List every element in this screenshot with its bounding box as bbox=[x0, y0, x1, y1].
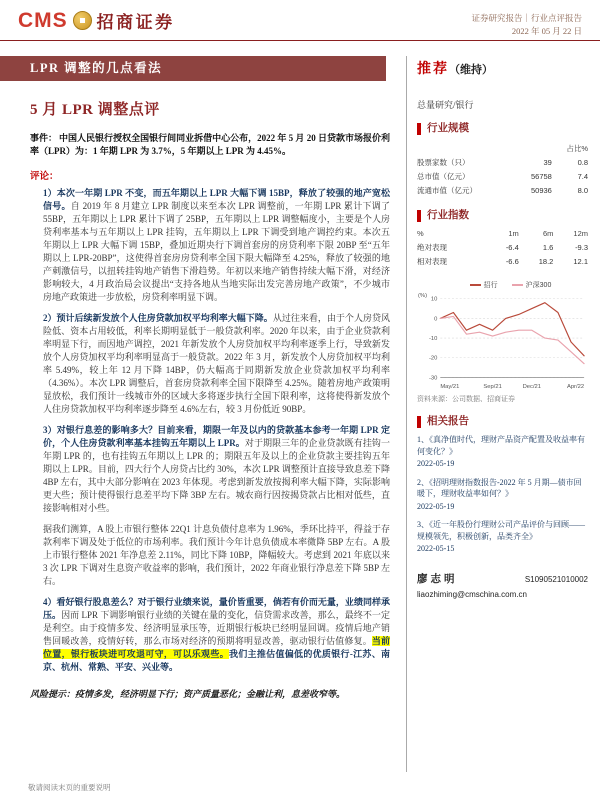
legend-item: 沪深300 bbox=[512, 280, 552, 290]
svg-text:(%): (%) bbox=[417, 293, 428, 300]
comment-points bbox=[30, 187, 390, 674]
table-cell: 12.1 bbox=[573, 256, 588, 266]
comment-point bbox=[43, 596, 390, 674]
comment-run: 据我们测算，A 股上市银行整体 22Q1 计息负债付息率为 1.96%，季环比持平，得益于存款利率下调及处于低位的市场利率。我们预计今年计息负债成本率微降 5BP 左右。A 股上市银行整体 2021 年净息差 2.11%，同比下降 10BP，降幅较大。考虑到 2021 年底以来 3 次 LPR 下调对生息资产收益率的影响，我们预计，2022 年商业银行净息差下降 5BP 左右。 bbox=[43, 524, 390, 586]
comment-run: 因而 LPR 下调影响银行业绩的关键在量的变化，信贷需求改善，那么，最终不一定是利空。由于疫情多发、经济明显承压等，近期银行板块已经明显回调。疫情后地产销售回暖改善，疫情好转，那么市场对经济的预期将明显改善，驱动银行估值修复。 bbox=[43, 610, 390, 646]
svg-text:Apr/22: Apr/22 bbox=[566, 384, 585, 391]
comment-run: 我们主推估值偏低的优质银行-江苏、南京、杭州、常熟、平安、兴业等。 bbox=[43, 649, 390, 672]
table-cell: -6.4 bbox=[505, 242, 519, 252]
risk-note: 风险提示：疫情多发，经济明显下行；资产质量恶化；金融让利，息差收窄等。 bbox=[30, 689, 346, 699]
cms-logo bbox=[18, 8, 175, 33]
rating-suffix: （维持） bbox=[449, 64, 493, 76]
header-divider bbox=[0, 40, 600, 41]
chart-source: 资料来源：公司数据、招商证券 bbox=[417, 395, 515, 404]
industry-index-table bbox=[417, 228, 588, 269]
industry-scale-table bbox=[417, 141, 588, 198]
table-header-cell: 1m bbox=[508, 229, 519, 239]
content-columns bbox=[0, 56, 600, 772]
table-header-row bbox=[417, 228, 588, 240]
comment-run: 当前位置，银行板块进可攻退可守，可以乐观些。 bbox=[43, 636, 390, 659]
comment-point bbox=[43, 187, 390, 304]
event-paragraph bbox=[30, 132, 390, 158]
analyst-name: 廖志明 bbox=[417, 573, 458, 585]
svg-text:Sep/21: Sep/21 bbox=[483, 384, 502, 391]
table-cell: 1.6 bbox=[542, 242, 554, 252]
legend-swatch bbox=[512, 284, 523, 286]
analyst-block bbox=[417, 571, 588, 599]
table-row bbox=[417, 169, 588, 183]
svg-text:0: 0 bbox=[434, 316, 438, 323]
related-report bbox=[417, 477, 588, 513]
table-cell: 39 bbox=[543, 157, 552, 167]
table-cell: 0.8 bbox=[577, 157, 588, 167]
performance-chart-svg bbox=[417, 290, 588, 391]
analyst-row bbox=[417, 571, 588, 586]
comment-point bbox=[43, 312, 390, 416]
header-meta bbox=[471, 8, 582, 37]
table-cell: 7.4 bbox=[577, 171, 588, 181]
report-type: 证券研究报告｜行业点评报告 bbox=[471, 13, 582, 23]
table-cell: 相对表现 bbox=[417, 256, 447, 266]
cms-logo-cn: 招商证券 bbox=[96, 13, 175, 32]
rating-text: 推荐 bbox=[417, 62, 449, 77]
report-date: 2022 年 05 月 22 日 bbox=[511, 25, 582, 36]
table-row bbox=[417, 184, 588, 198]
comment-run: 从过往来看，由于个人房贷风险低、资本占用较低，利率长期明显低于一般贷款利率。2020 年以来，由于企业贷款利率明显下行，而因地产调控，2021 年新发放个人房贷加权平均利率逐季上行，导致新发放个人房贷加权平均利率明显高于一般贷款。2022 年 3 月，新发放个人房贷加权平均利率 5.49%，较上年 12 月下降 14BP，仍大幅高于同期新发放企业贷款加权平均利率（4.36%）。本次 LPR 调整后，首套房贷款利率全国下限降至 4.25%。随着房地产政策明显放松，我们预计一线城市外的区域大多将逐步执行全国下限利率，这将使得新发放个人住房贷款加权平均利率逐步降至 4.6%左右，较 3 月份低近 90BP。 bbox=[43, 313, 390, 414]
legend-item: 招行 bbox=[470, 280, 498, 290]
banner-title-text: LPR 调整的几点看法 bbox=[30, 61, 163, 75]
table-cell: 8.0 bbox=[577, 186, 588, 196]
banner-title bbox=[0, 56, 386, 81]
table-cell: 56758 bbox=[530, 171, 552, 181]
chart-legend bbox=[433, 280, 588, 290]
related-reports-title: 相关报告 bbox=[417, 416, 588, 428]
sidebar bbox=[406, 56, 600, 772]
comment-run: 3）对银行息差的影响多大？目前来看，期限一年及以内的贷款基本参考一年期 LPR 定价，个人住房贷款利率基本挂钩五年期以上 LPR。 bbox=[43, 425, 390, 448]
table-header-cell bbox=[417, 141, 517, 155]
table-header-row bbox=[417, 141, 588, 155]
table-header-cell: 占比% bbox=[566, 143, 588, 153]
table-header-cell: % bbox=[417, 229, 424, 239]
legend-swatch bbox=[470, 284, 481, 286]
table-row bbox=[417, 155, 588, 169]
table-header-cell: 6m bbox=[542, 229, 554, 239]
table-row bbox=[417, 240, 588, 254]
related-report-date: 2022-05-19 bbox=[417, 501, 455, 511]
table-cell: -9.3 bbox=[575, 242, 588, 252]
comment-run: 1）本次一年期 LPR 不变，而五年期以上 LPR 大幅下调 15BP，释放了较强的地产宽松信号。 bbox=[43, 188, 390, 211]
related-report-date: 2022-05-19 bbox=[417, 459, 455, 469]
comment-run: 自 2019 年 8 月建立 LPR 制度以来至本次 LPR 调整前，一年期 LPR 累计下调了 55BP，五年期以上 LPR 累计下调了 25BP，五年期以上 LPR 调整幅度小，主要是个人房贷利率基本与五年期以上 LPR 挂钩，五年期以上 LPR 下调受到地产调控约束。本次五年期以上 LPR 大幅下调 15BP，叠加近期央行下调首套房的房贷利率下限 20BP 至“五年期以上 LPR-20BP”，这使得首套房房贷利率全国下限大幅降至 4.25%，释放了较强的地产刺激信号，以扭转挂钩地产销售下滑趋势。年初以来地产销售持续大幅下滑，对经济影响较大，4 月政治局会议提出“支持各地从当地实际出发完善房地产政策”，不少城市房地产政策进一步放松，房贷利率明显下调。 bbox=[43, 201, 390, 302]
svg-text:May/21: May/21 bbox=[440, 384, 460, 391]
svg-text:-10: -10 bbox=[429, 336, 438, 343]
analyst-email: liaozhiming@cmschina.com.cn bbox=[417, 589, 527, 599]
industry-index-title: 行业指数 bbox=[417, 210, 588, 222]
event-text: 中国人民银行授权全国银行间同业拆借中心公布，2022 年 5 月 20 日贷款市场报价利率（LPR）为：1 年期 LPR 为 3.7%，5 年期以上 LPR 为 4.45%。 bbox=[30, 133, 390, 156]
comment-run: 4）看好银行股息差么？对于银行业绩来说，量价皆重要，倘若有价而无量，业绩同样承压。 bbox=[43, 597, 390, 620]
table-cell: 流通市值（亿元） bbox=[417, 186, 477, 196]
comment-run: 2）预计后续新发放个人住房贷款加权平均利率大幅下降。 bbox=[43, 313, 273, 323]
main-column bbox=[0, 56, 406, 772]
related-report bbox=[417, 434, 588, 470]
event-label: 事件： bbox=[30, 133, 58, 143]
cms-logo-text: CMS bbox=[18, 8, 68, 32]
related-report bbox=[417, 519, 588, 555]
table-cell: 股票家数（只） bbox=[417, 157, 470, 167]
svg-text:-30: -30 bbox=[429, 375, 438, 382]
related-reports-list bbox=[417, 434, 588, 555]
svg-text:Dec/21: Dec/21 bbox=[522, 384, 542, 391]
comment-run: 对于期限三年的企业贷款既有挂钩一年期 LPR 的，也有挂钩五年期以上 LPR 的；期限五年及以上的企业贷款主要挂钩五年期以上 LPR。目前，四大行个人房贷占比约 30%，本次 LPR 调整预计直接导致息差下降 4BP 左右，其中大部分影响在 2023 年体现。考虑到新发放按揭利率大幅下降，实际影响更大些；预计使得银行息差平均下降 3BP 左右。城农商行因按揭贷款占比相对低些，直接影响相对小些。 bbox=[43, 438, 390, 513]
table-cell: 18.2 bbox=[538, 256, 554, 266]
table-cell: 绝对表现 bbox=[417, 242, 447, 252]
research-team: 总量研究/银行 bbox=[417, 100, 474, 110]
table-header-cell bbox=[517, 141, 552, 155]
report-header bbox=[0, 0, 600, 40]
cms-coin-icon bbox=[73, 11, 92, 30]
related-report-title: 3、《近一年股份行理财公司产品评价与回顾——规模领先，积极创新，品类齐全》 bbox=[417, 520, 585, 541]
analyst-id: S1090521010002 bbox=[524, 574, 588, 584]
table-header-cell: 12m bbox=[573, 229, 588, 239]
table-cell: 总市值（亿元） bbox=[417, 171, 470, 181]
svg-text:-20: -20 bbox=[429, 356, 438, 363]
industry-scale-title: 行业规模 bbox=[417, 123, 588, 135]
report-body bbox=[30, 132, 390, 701]
related-report-title: 1、《真净值时代，理财产品资产配置及收益率有何变化？》 bbox=[417, 435, 585, 456]
comments-label: 评论： bbox=[30, 172, 59, 182]
comment-point bbox=[43, 424, 390, 515]
related-report-title: 2、《招明理财指数报告-2022 年 5 月期—债市回暖下，理财收益率如何？》 bbox=[417, 477, 582, 499]
report-subtitle: 5 月 LPR 调整点评 bbox=[30, 102, 160, 118]
page-footer: 敬请阅读末页的重要说明 bbox=[28, 783, 111, 792]
related-report-date: 2022-05-15 bbox=[417, 544, 455, 554]
table-row bbox=[417, 254, 588, 268]
svg-text:10: 10 bbox=[430, 296, 438, 303]
table-cell: 50936 bbox=[530, 186, 552, 196]
comment-point bbox=[43, 523, 390, 588]
rating-badge bbox=[417, 58, 588, 78]
performance-chart bbox=[417, 290, 588, 391]
table-cell: -6.6 bbox=[505, 256, 519, 266]
